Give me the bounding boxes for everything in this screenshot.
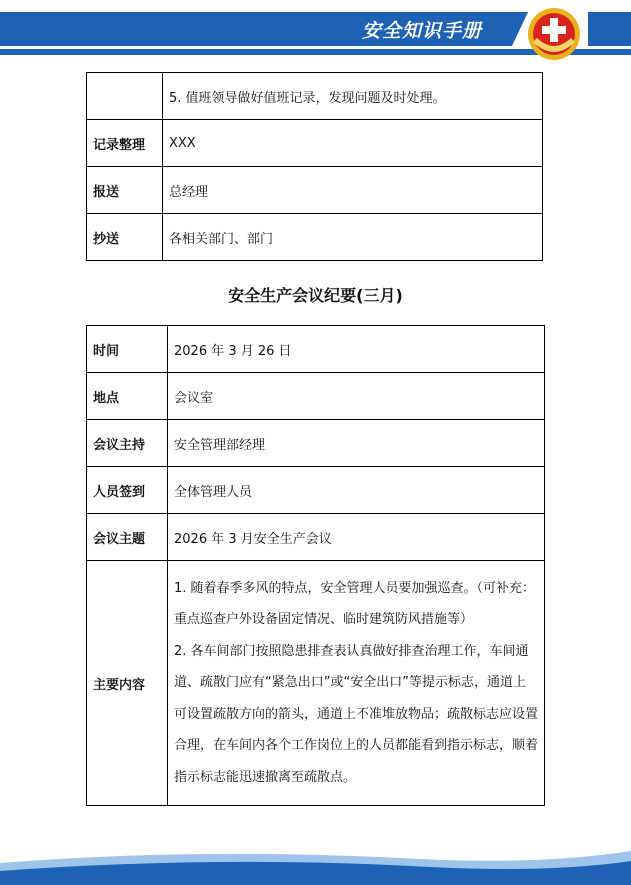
document-title: 安全生产会议纪要(三月) [228,286,403,305]
row-value: 全体管理人员 [168,467,545,514]
table-row-content [87,561,545,806]
row-value: XXX [163,120,543,167]
table-row [87,420,545,467]
meeting-minutes-table [86,325,545,806]
row-label [87,73,163,120]
table-row [87,73,543,120]
header-title: 安全知识手册 [362,20,483,42]
row-label: 会议主题 [87,514,168,561]
row-value: 5. 值班领导做好值班记录，发现问题及时处理。 [163,73,543,120]
table-row [87,373,545,420]
row-label: 时间 [87,326,168,373]
table-row [87,120,543,167]
table-row [87,167,543,214]
row-value: 各相关部门、部门 [163,214,543,261]
row-label: 主要内容 [87,561,168,806]
row-value: 2026 年 3 月安全生产会议 [168,514,545,561]
safety-emblem-icon [523,4,585,62]
table-row [87,514,545,561]
row-value: 总经理 [163,167,543,214]
content-cell [168,561,545,806]
row-value: 会议室 [168,373,545,420]
duty-record-table [86,72,543,261]
row-value: 2026 年 3 月 26 日 [168,326,545,373]
table-row [87,326,545,373]
footer-wave [0,825,631,885]
table-row [87,214,543,261]
row-label: 人员签到 [87,467,168,514]
row-label: 抄送 [87,214,163,261]
header-banner [0,0,631,64]
table-row [87,467,545,514]
content-paragraph: 1. 随着春季多风的特点，安全管理人员要加强巡查。（可补充：重点巡查户外设备固定情况、临时建筑防风措施等） [174,580,536,628]
row-label: 会议主持 [87,420,168,467]
row-label: 地点 [87,373,168,420]
row-label: 报送 [87,167,163,214]
row-value: 安全管理部经理 [168,420,545,467]
content-paragraph: 2. 各车间部门按照隐患排查表认真做好排查治理工作，车间通道、疏散门应有“紧急出口”或“安全出口”等提示标志，通道上可设置疏散方向的箭头，通道上不准堆放物品；疏散标志应设置合理，在车间内各个工作岗位上的人员都能看到指示标志，顺着指示标志能迅速撤离至疏散点。 [174,643,539,785]
row-label: 记录整理 [87,120,163,167]
